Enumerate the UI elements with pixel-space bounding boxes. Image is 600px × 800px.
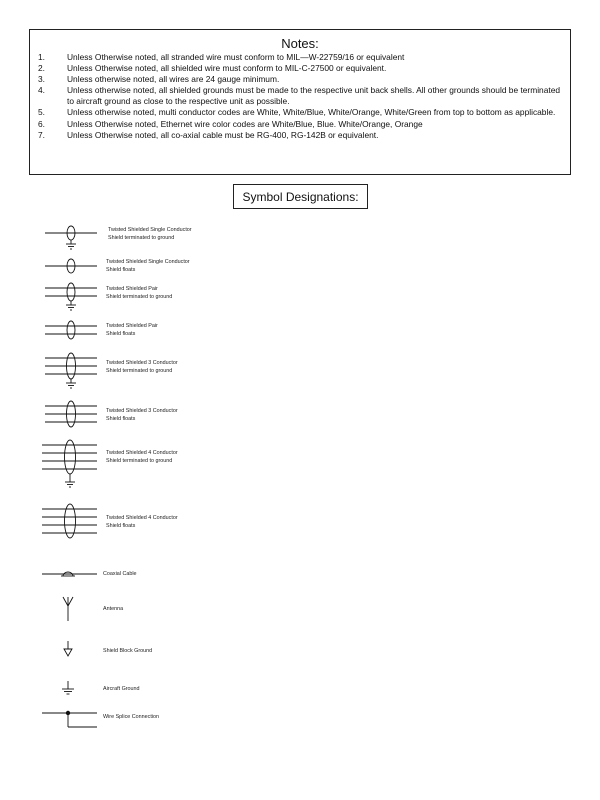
symbol-label-primary: Twisted Shielded 4 Conductor (106, 515, 178, 521)
note-text: Unless Otherwise noted, all shielded wire must conform to MIL-C-27500 or equivalent. (67, 63, 387, 74)
symbol-tsp-grounded (45, 283, 172, 310)
symbol-ts4c-grounded (42, 440, 178, 487)
note-number: 4. (38, 85, 45, 96)
symbol-tssc-grounded (45, 226, 192, 249)
symbol-shield-block-ground (64, 641, 152, 656)
note-text: Unless Otherwise noted, all stranded wire must conform to MIL—W-22759/16 or equivalent (67, 52, 405, 62)
note-number: 6. (38, 118, 45, 129)
symbol-label-secondary: Shield terminated to ground (108, 235, 175, 241)
symbol-label-primary: Twisted Shielded Pair (106, 286, 158, 292)
symbol-wire-splice (42, 711, 159, 727)
symbol-label-primary: Twisted Shielded 3 Conductor (106, 360, 178, 366)
symbol-label-secondary: Shield floats (106, 416, 136, 422)
symbols-heading: Symbol Designations: (233, 184, 368, 209)
symbol-label-primary: Twisted Shielded Pair (106, 323, 158, 329)
note-text: Unless otherwise noted, all shielded grounds must be made to the respective unit back shells. All other grounds should be terminated to aircraft ground as close to the respective unit as possible. (67, 85, 561, 107)
symbol-label-primary: Twisted Shielded 4 Conductor (106, 450, 178, 456)
note-text: Unless Otherwise noted, all co-axial cable must be RG-400, RG-142B or equivalent. (67, 129, 379, 140)
symbol-tsp-floats (45, 321, 158, 339)
symbol-label-primary: Coaxial Cable (103, 571, 137, 577)
symbol-label-secondary: Shield terminated to ground (106, 368, 173, 374)
symbol-label-primary: Twisted Shielded Single Conductor (108, 227, 192, 233)
note-number: 3. (38, 74, 45, 85)
symbol-label-primary: Twisted Shielded 3 Conductor (106, 408, 178, 414)
note-text: Unless otherwise noted, multi conductor codes are White, White/Blue, White/Orange, White/Green from top to bottom as applicable. (67, 107, 556, 118)
symbol-label-primary: Shield Block Ground (103, 648, 153, 654)
symbol-label-secondary: Shield floats (106, 523, 136, 529)
symbol-label-primary: Wire Splice Connection (103, 714, 160, 720)
note-number: 5. (38, 107, 45, 118)
symbol-label-secondary: Shield terminated to ground (106, 458, 173, 464)
symbol-label-primary: Antenna (103, 606, 124, 612)
symbol-ts3c-floats (45, 401, 178, 427)
note-text: Unless Otherwise noted, Ethernet wire color codes are White/Blue, Blue. White/Orange, Orange (67, 118, 423, 129)
note-number: 1. (38, 52, 45, 62)
symbol-aircraft-ground (62, 681, 140, 694)
notes-title: Notes: (281, 36, 319, 51)
note-number: 2. (38, 63, 45, 74)
symbol-label-secondary: Shield floats (106, 331, 136, 337)
note-text: Unless otherwise noted, all wires are 24 gauge minimum. (67, 74, 280, 85)
symbol-label-primary: Twisted Shielded Single Conductor (106, 259, 190, 265)
symbol-label-secondary: Shield floats (106, 267, 136, 273)
symbol-ts3c-grounded (45, 353, 178, 388)
symbol-tssc-floats (45, 259, 190, 273)
symbol-antenna (63, 597, 123, 621)
symbol-label-secondary: Shield terminated to ground (106, 294, 173, 300)
symbol-ts4c-floats (42, 504, 178, 538)
note-number: 7. (38, 129, 45, 140)
symbol-label-primary: Aircraft Ground (103, 686, 140, 692)
symbol-coaxial-cable (42, 571, 137, 577)
